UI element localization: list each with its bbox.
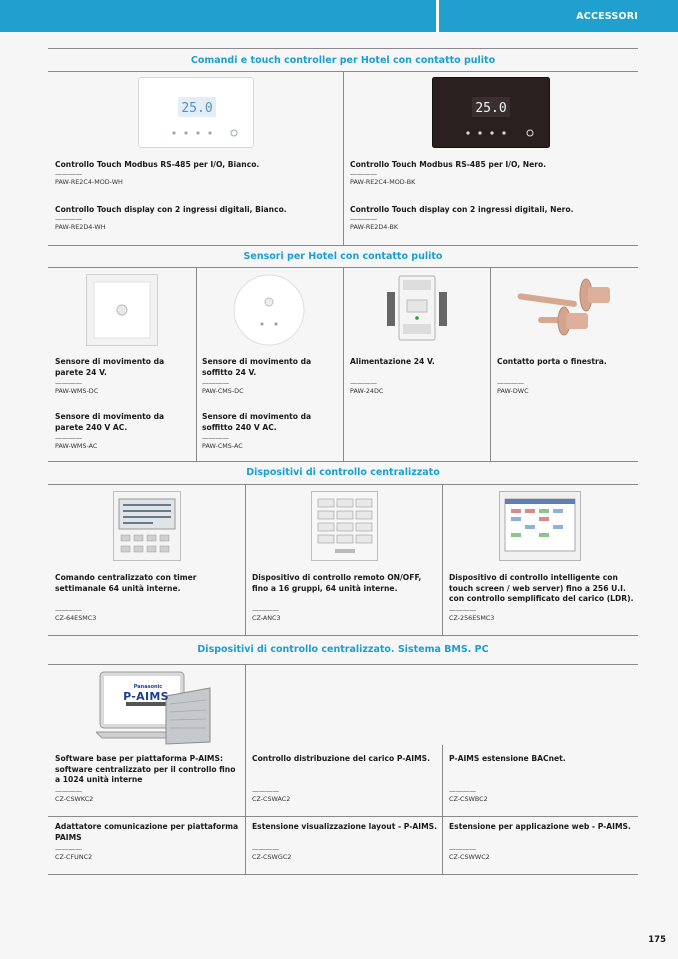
dash-rule: ————	[497, 379, 524, 387]
product-name: Software base per piattaforma P-AIMS: software centralizzato per il controllo fino a 1024 unità interne	[55, 754, 236, 784]
dash-rule: ————	[55, 214, 82, 223]
product-name: Contatto porta o finestra.	[497, 357, 607, 366]
header-divider	[436, 0, 439, 32]
product-code: PAW-RE2C4-MOD-BK	[350, 177, 416, 186]
product-name: Sensore di movimento da soffitto 24 V.	[202, 357, 312, 377]
product-name: Controllo Touch Modbus RS-485 per I/O, Bianco.	[55, 160, 260, 169]
product-code: CZ-64ESMC3	[55, 614, 97, 622]
display-readout: 25.0	[181, 101, 213, 116]
product-code: CZ-CSWAC2	[252, 795, 291, 803]
divider	[48, 874, 638, 875]
product-code: PAW-24DC	[350, 387, 384, 395]
onoff-remote-image	[311, 491, 378, 561]
section-title-central-control: Dispositivi di controllo centralizzato	[246, 467, 440, 478]
product-code: PAW-CMS-DC	[202, 387, 244, 395]
dash-rule: ————	[449, 787, 476, 795]
dash-rule: ————	[449, 845, 476, 853]
product-entry	[55, 205, 340, 231]
product-name: Dispositivo di controllo remoto ON/OFF, fino a 16 gruppi, 64 unità interne.	[252, 573, 422, 593]
product-name: Sensore di movimento da parete 24 V.	[55, 357, 165, 377]
product-code: PAW-WMS-DC	[55, 387, 99, 395]
product-code: CZ-256ESMC3	[449, 614, 495, 622]
product-name: Comando centralizzato con timer settimanale 64 unità interne.	[55, 573, 197, 593]
p-aims-laptop-image	[96, 670, 214, 746]
product-name: Controllo distribuzione del carico P-AIMS.	[252, 754, 431, 763]
section-title-hotel-sensors: Sensori per Hotel con contatto pulito	[243, 251, 443, 262]
dash-rule: ————	[350, 169, 377, 178]
product-name: Adattatore comunicazione per piattaforma PAIMS	[55, 822, 239, 842]
product-entry	[350, 160, 635, 186]
door-contact-image	[514, 273, 614, 347]
product-code: PAW-WMS-AC	[55, 442, 98, 450]
product-name: Controllo Touch Modbus RS-485 per I/O, Nero.	[350, 160, 547, 169]
section-title-bms: Dispositivi di controllo centralizzato. Sistema BMS. PC	[197, 644, 489, 655]
column-divider	[343, 267, 344, 461]
product-name: Sensore di movimento da parete 240 V AC.	[55, 412, 165, 432]
product-name: Sensore di movimento da soffitto 240 V AC.	[202, 412, 312, 432]
dash-rule: ————	[449, 606, 476, 614]
dash-rule: ————	[55, 606, 82, 614]
product-entry	[350, 205, 635, 231]
product-entry	[497, 357, 633, 395]
product-entry	[252, 822, 438, 861]
product-entry	[252, 754, 438, 803]
touch-controller-white-image	[138, 77, 254, 148]
product-code: CZ-CSWKC2	[55, 795, 94, 803]
column-divider	[490, 267, 491, 461]
p-aims-logo: P-AIMS	[123, 690, 169, 703]
power-supply-image	[387, 272, 447, 344]
panasonic-logo: Panasonic	[133, 684, 163, 690]
product-entry	[252, 573, 438, 622]
dash-rule: ————	[55, 434, 82, 442]
column-divider	[343, 71, 344, 245]
touch-controller-black-image	[432, 77, 550, 148]
column-divider	[245, 484, 246, 635]
dash-rule: ————	[350, 379, 377, 387]
display-readout: 25.0	[475, 101, 507, 116]
product-entry	[55, 357, 191, 395]
column-divider	[442, 745, 443, 874]
product-name: Controllo Touch display con 2 ingressi digitali, Nero.	[350, 205, 574, 214]
product-code: CZ-CFUNC2	[55, 853, 93, 861]
product-name: Alimentazione 24 V.	[350, 357, 435, 366]
section-title-hotel-controllers: Comandi e touch controller per Hotel con contatto pulito	[190, 55, 496, 66]
product-name: P-AIMS estensione BACnet.	[449, 754, 566, 763]
product-entry	[350, 357, 486, 395]
section-tag: ACCESSORI	[576, 11, 638, 22]
page-number: 175	[648, 935, 666, 945]
product-name: Estensione per applicazione web - P-AIMS.	[449, 822, 631, 831]
dash-rule: ————	[252, 845, 279, 853]
divider	[48, 484, 638, 485]
dash-rule: ————	[55, 787, 82, 795]
product-code: PAW-DWC	[497, 387, 529, 395]
product-entry	[55, 822, 240, 861]
header-bar	[0, 0, 678, 32]
product-entry	[449, 754, 635, 803]
product-entry	[449, 822, 635, 861]
product-code: PAW-CMS-AC	[202, 442, 243, 450]
dash-rule: ————	[55, 169, 82, 178]
touch-screen-controller-image	[499, 491, 581, 561]
divider	[48, 664, 638, 665]
product-name: Estensione visualizzazione layout - P-AIMS.	[252, 822, 437, 831]
divider	[48, 635, 638, 636]
column-divider	[196, 267, 197, 461]
ceiling-motion-sensor-image	[233, 274, 305, 346]
product-name: Dispositivo di controllo intelligente con touch screen / web server) fino a 256 U.I. con controllo semplificato del carico (LDR).	[449, 573, 634, 603]
product-code: CZ-CSWWC2	[449, 853, 490, 861]
dash-rule: ————	[252, 787, 279, 795]
product-entry	[202, 412, 338, 450]
product-code: CZ-ANC3	[252, 614, 281, 622]
product-entry	[55, 412, 191, 450]
dash-rule: ————	[202, 379, 229, 387]
product-code: PAW-RE2D4-BK	[350, 222, 399, 231]
product-code: PAW-RE2D4-WH	[55, 222, 106, 231]
product-entry	[449, 573, 635, 622]
product-name: Controllo Touch display con 2 ingressi digitali, Bianco.	[55, 205, 287, 214]
dash-rule: ————	[350, 214, 377, 223]
divider	[48, 461, 638, 462]
divider	[48, 245, 638, 246]
product-code: CZ-CSWBC2	[449, 795, 488, 803]
column-divider	[442, 484, 443, 635]
wall-motion-sensor-image	[86, 274, 158, 346]
product-entry	[55, 573, 240, 622]
dash-rule: ————	[252, 606, 279, 614]
dash-rule: ————	[55, 845, 82, 853]
dash-rule: ————	[202, 434, 229, 442]
divider	[48, 816, 638, 817]
product-entry	[55, 160, 340, 186]
divider	[48, 48, 638, 49]
product-code: PAW-RE2C4-MOD-WH	[55, 177, 123, 186]
column-divider	[245, 664, 246, 874]
timer-controller-image	[113, 491, 181, 561]
product-code: CZ-CSWGC2	[252, 853, 292, 861]
dash-rule: ————	[55, 379, 82, 387]
product-entry	[55, 754, 240, 803]
product-entry	[202, 357, 338, 395]
